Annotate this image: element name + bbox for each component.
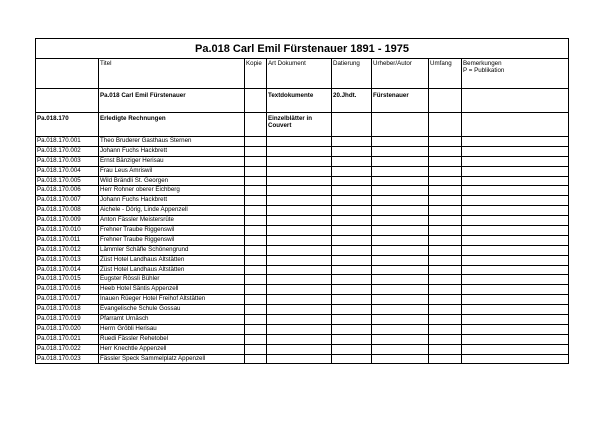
item-art-dokument (267, 196, 332, 206)
item-art-dokument (267, 206, 332, 216)
item-titel: Johann Fuchs Hackbrett (99, 196, 245, 206)
header-umfang: Umfang (429, 59, 462, 89)
item-bemerkungen (462, 305, 569, 315)
item-signatur: Pa.018.170.012 (36, 245, 99, 255)
header-kopie: Kopie (245, 59, 267, 89)
item-signatur: Pa.018.170.004 (36, 166, 99, 176)
item-umfang (429, 226, 462, 236)
header-bemerkungen-line2: P = Publikation (463, 67, 505, 75)
item-bemerkungen (462, 324, 569, 334)
series-art: Textdokumente (267, 89, 332, 113)
item-umfang (429, 285, 462, 295)
item-bemerkungen (462, 344, 569, 354)
series-row (36, 89, 569, 113)
item-datierung (332, 216, 372, 226)
item-signatur: Pa.018.170.009 (36, 216, 99, 226)
table-row (36, 196, 569, 206)
item-umfang (429, 305, 462, 315)
item-art-dokument (267, 334, 332, 344)
item-signatur: Pa.018.170.021 (36, 334, 99, 344)
item-titel: Heeb Hotel Säntis Appenzell (99, 285, 245, 295)
item-signatur: Pa.018.170.023 (36, 354, 99, 364)
item-signatur: Pa.018.170.002 (36, 146, 99, 156)
item-signatur: Pa.018.170.007 (36, 196, 99, 206)
item-umfang (429, 196, 462, 206)
table-row (36, 255, 569, 265)
item-datierung (332, 196, 372, 206)
item-datierung (332, 275, 372, 285)
item-kopie (245, 315, 267, 325)
item-art-dokument (267, 166, 332, 176)
item-art-dokument (267, 176, 332, 186)
item-art-dokument (267, 146, 332, 156)
item-kopie (245, 235, 267, 245)
item-bemerkungen (462, 354, 569, 364)
group-bemerkungen (462, 113, 569, 137)
item-umfang (429, 275, 462, 285)
item-urheber (372, 226, 429, 236)
item-art-dokument (267, 186, 332, 196)
item-datierung (332, 176, 372, 186)
item-signatur: Pa.018.170.019 (36, 315, 99, 325)
item-titel: Aichele - Dörig, Linde Appenzell (99, 206, 245, 216)
table-row (36, 315, 569, 325)
item-umfang (429, 324, 462, 334)
item-art-dokument (267, 235, 332, 245)
item-urheber (372, 354, 429, 364)
table-row (36, 265, 569, 275)
item-titel: Ernst Bänziger Herisau (99, 156, 245, 166)
header-datierung: Datierung (332, 59, 372, 89)
series-kopie (245, 89, 267, 113)
item-titel: Herrn Gröbli Herisau (99, 324, 245, 334)
group-art (267, 113, 332, 137)
item-titel: Eugster Rössli Bühler (99, 275, 245, 285)
table-row (36, 245, 569, 255)
item-kopie (245, 137, 267, 147)
table-row (36, 226, 569, 236)
item-umfang (429, 156, 462, 166)
header-bemerkungen (462, 59, 569, 89)
item-titel: Wild Brändli St. Georgen (99, 176, 245, 186)
item-urheber (372, 334, 429, 344)
group-titel: Erledigte Rechnungen (99, 113, 245, 137)
header-titel: Titel (99, 59, 245, 89)
item-kopie (245, 305, 267, 315)
item-art-dokument (267, 275, 332, 285)
item-urheber (372, 235, 429, 245)
item-art-dokument (267, 255, 332, 265)
item-umfang (429, 206, 462, 216)
group-datierung (332, 113, 372, 137)
item-bemerkungen (462, 186, 569, 196)
item-datierung (332, 235, 372, 245)
table-row (36, 344, 569, 354)
item-datierung (332, 156, 372, 166)
item-datierung (332, 255, 372, 265)
item-bemerkungen (462, 334, 569, 344)
item-art-dokument (267, 137, 332, 147)
item-datierung (332, 245, 372, 255)
item-umfang (429, 235, 462, 245)
item-art-dokument (267, 156, 332, 166)
item-art-dokument (267, 265, 332, 275)
item-umfang (429, 166, 462, 176)
item-art-dokument (267, 295, 332, 305)
group-art-line2: Couvert (268, 122, 292, 130)
item-urheber (372, 156, 429, 166)
table-row (36, 235, 569, 245)
item-urheber (372, 186, 429, 196)
item-urheber (372, 285, 429, 295)
item-signatur: Pa.018.170.013 (36, 255, 99, 265)
item-signatur: Pa.018.170.014 (36, 265, 99, 275)
item-signatur: Pa.018.170.010 (36, 226, 99, 236)
item-art-dokument (267, 344, 332, 354)
group-umfang (429, 113, 462, 137)
item-art-dokument (267, 226, 332, 236)
item-umfang (429, 265, 462, 275)
item-urheber (372, 255, 429, 265)
item-kopie (245, 265, 267, 275)
item-datierung (332, 146, 372, 156)
item-bemerkungen (462, 265, 569, 275)
item-bemerkungen (462, 216, 569, 226)
item-bemerkungen (462, 156, 569, 166)
item-kopie (245, 354, 267, 364)
inventory-sheet (35, 38, 568, 364)
item-kopie (245, 255, 267, 265)
item-urheber (372, 245, 429, 255)
item-bemerkungen (462, 196, 569, 206)
item-datierung (332, 334, 372, 344)
item-datierung (332, 354, 372, 364)
table-row (36, 354, 569, 364)
item-kopie (245, 176, 267, 186)
item-bemerkungen (462, 235, 569, 245)
header-art-dokument: Art Dokument (267, 59, 332, 89)
item-umfang (429, 344, 462, 354)
item-titel: Frehner Traube Riggenswil (99, 226, 245, 236)
item-datierung (332, 166, 372, 176)
item-kopie (245, 156, 267, 166)
item-art-dokument (267, 216, 332, 226)
table-row (36, 295, 569, 305)
item-signatur: Pa.018.170.020 (36, 324, 99, 334)
item-kopie (245, 216, 267, 226)
item-umfang (429, 245, 462, 255)
item-datierung (332, 285, 372, 295)
item-kopie (245, 285, 267, 295)
item-datierung (332, 206, 372, 216)
item-kopie (245, 295, 267, 305)
item-titel: Herr Rohner oberer Eichberg (99, 186, 245, 196)
item-bemerkungen (462, 176, 569, 186)
item-umfang (429, 186, 462, 196)
item-titel: Frehner Traube Riggenswil (99, 235, 245, 245)
item-kopie (245, 344, 267, 354)
item-kopie (245, 146, 267, 156)
table-row (36, 285, 569, 295)
header-row (36, 59, 569, 89)
group-art-line1: Einzelblätter in (268, 115, 313, 122)
document-title: Pa.018 Carl Emil Fürstenauer 1891 - 1975 (36, 39, 569, 59)
group-signatur: Pa.018.170 (36, 113, 99, 137)
item-titel: Herr Knechtle Appenzell (99, 344, 245, 354)
table-row (36, 156, 569, 166)
series-datierung: 20.Jhdt. (332, 89, 372, 113)
inventory-table (35, 38, 569, 364)
item-datierung (332, 315, 372, 325)
item-signatur: Pa.018.170.017 (36, 295, 99, 305)
table-row (36, 146, 569, 156)
item-titel: Theo Bruderer Gasthaus Sternen (99, 137, 245, 147)
item-umfang (429, 146, 462, 156)
item-urheber (372, 265, 429, 275)
series-urheber: Fürstenauer (372, 89, 429, 113)
item-datierung (332, 305, 372, 315)
item-urheber (372, 315, 429, 325)
item-urheber (372, 176, 429, 186)
item-bemerkungen (462, 275, 569, 285)
header-signatur (36, 59, 99, 89)
item-kopie (245, 334, 267, 344)
table-row (36, 166, 569, 176)
item-signatur: Pa.018.170.003 (36, 156, 99, 166)
item-bemerkungen (462, 146, 569, 156)
series-titel: Pa.018 Carl Emil Fürstenauer (99, 89, 245, 113)
series-bemerkungen (462, 89, 569, 113)
item-art-dokument (267, 324, 332, 334)
item-umfang (429, 137, 462, 147)
item-titel: Ruedi Fässler Rehetobel (99, 334, 245, 344)
item-urheber (372, 305, 429, 315)
table-row (36, 334, 569, 344)
series-signatur (36, 89, 99, 113)
title-row (36, 39, 569, 59)
item-kopie (245, 166, 267, 176)
item-urheber (372, 275, 429, 285)
item-art-dokument (267, 315, 332, 325)
item-titel: Inauen Rüeger Hotel Freihof Altstätten (99, 295, 245, 305)
item-urheber (372, 216, 429, 226)
item-art-dokument (267, 354, 332, 364)
item-bemerkungen (462, 255, 569, 265)
item-urheber (372, 324, 429, 334)
item-umfang (429, 255, 462, 265)
item-titel: Züst Hotel Landhaus Altstätten (99, 265, 245, 275)
item-datierung (332, 137, 372, 147)
item-titel: Züst Hotel Landhaus Altstätten (99, 255, 245, 265)
item-urheber (372, 196, 429, 206)
item-umfang (429, 334, 462, 344)
item-datierung (332, 324, 372, 334)
table-row (36, 324, 569, 334)
item-kopie (245, 324, 267, 334)
table-row (36, 186, 569, 196)
item-titel: Frau Leus Amriswil (99, 166, 245, 176)
item-datierung (332, 186, 372, 196)
item-signatur: Pa.018.170.006 (36, 186, 99, 196)
item-datierung (332, 265, 372, 275)
item-datierung (332, 226, 372, 236)
group-row (36, 113, 569, 137)
item-bemerkungen (462, 137, 569, 147)
item-signatur: Pa.018.170.008 (36, 206, 99, 216)
item-umfang (429, 354, 462, 364)
item-signatur: Pa.018.170.018 (36, 305, 99, 315)
item-urheber (372, 137, 429, 147)
table-row (36, 176, 569, 186)
item-titel: Lämmler Schäfle Schönengrund (99, 245, 245, 255)
item-datierung (332, 295, 372, 305)
item-bemerkungen (462, 315, 569, 325)
item-signatur: Pa.018.170.001 (36, 137, 99, 147)
item-urheber (372, 166, 429, 176)
header-bemerkungen-line1: Bemerkungen (463, 60, 502, 67)
header-urheber: Urheber/Autor (372, 59, 429, 89)
item-kopie (245, 275, 267, 285)
table-row (36, 216, 569, 226)
item-kopie (245, 196, 267, 206)
table-row (36, 275, 569, 285)
item-urheber (372, 295, 429, 305)
item-urheber (372, 344, 429, 354)
item-bemerkungen (462, 245, 569, 255)
item-art-dokument (267, 305, 332, 315)
item-kopie (245, 245, 267, 255)
item-bemerkungen (462, 206, 569, 216)
item-umfang (429, 295, 462, 305)
item-titel: Fässler Speck Sammelplatz Appenzell (99, 354, 245, 364)
table-row (36, 206, 569, 216)
item-bemerkungen (462, 295, 569, 305)
item-signatur: Pa.018.170.022 (36, 344, 99, 354)
item-kopie (245, 186, 267, 196)
item-art-dokument (267, 245, 332, 255)
item-bemerkungen (462, 166, 569, 176)
series-umfang (429, 89, 462, 113)
table-row (36, 305, 569, 315)
item-kopie (245, 226, 267, 236)
table-row (36, 137, 569, 147)
item-signatur: Pa.018.170.011 (36, 235, 99, 245)
item-urheber (372, 206, 429, 216)
item-umfang (429, 176, 462, 186)
item-bemerkungen (462, 285, 569, 295)
item-urheber (372, 146, 429, 156)
group-urheber (372, 113, 429, 137)
item-signatur: Pa.018.170.005 (36, 176, 99, 186)
item-art-dokument (267, 285, 332, 295)
item-signatur: Pa.018.170.016 (36, 285, 99, 295)
item-datierung (332, 344, 372, 354)
item-titel: Evangelische Schule Gossau (99, 305, 245, 315)
item-bemerkungen (462, 226, 569, 236)
item-kopie (245, 206, 267, 216)
item-titel: Anton Fässler Meistersrüte (99, 216, 245, 226)
item-titel: Pfarramt Urnäsch (99, 315, 245, 325)
item-titel: Johann Fuchs Hackbrett (99, 146, 245, 156)
item-umfang (429, 216, 462, 226)
item-signatur: Pa.018.170.015 (36, 275, 99, 285)
group-kopie (245, 113, 267, 137)
item-umfang (429, 315, 462, 325)
